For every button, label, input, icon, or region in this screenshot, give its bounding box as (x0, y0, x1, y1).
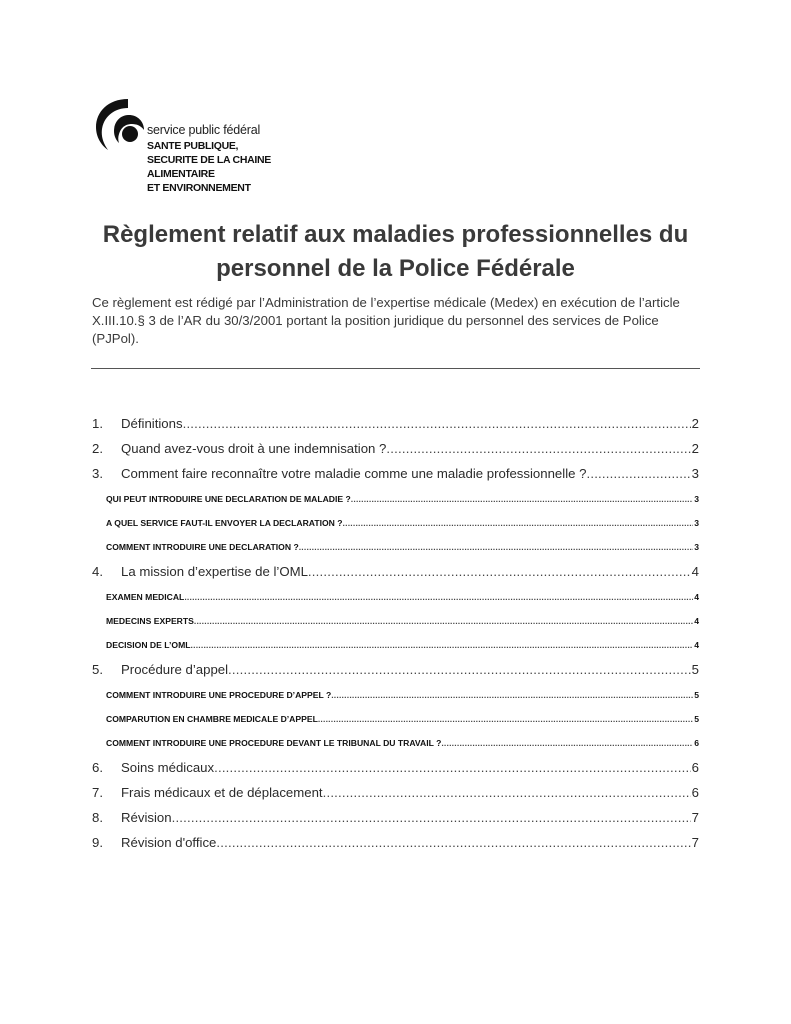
toc-page-number: 2 (691, 441, 699, 456)
toc-page-number: 3 (694, 542, 699, 552)
toc-dot-leader (318, 714, 693, 724)
fps-swirl-logo-icon (92, 94, 152, 154)
logo-line-service: service public fédéral (147, 123, 261, 137)
title-line-2: personnel de la Police Fédérale (216, 255, 575, 282)
toc-subentry[interactable] (92, 640, 699, 654)
toc-dot-leader (323, 785, 691, 800)
horizontal-divider (91, 368, 700, 369)
toc-dot-leader (586, 466, 690, 481)
toc-dot-leader (308, 564, 691, 579)
toc-entry[interactable] (92, 810, 699, 830)
toc-entry-label: Comment faire reconnaître votre maladie comme une maladie professionnelle ? (121, 466, 587, 481)
toc-entry-label: Quand avez-vous droit à une indemnisation ? (121, 441, 387, 456)
toc-entry-number: 5. (92, 662, 103, 677)
toc-page-number: 6 (691, 760, 699, 775)
title-line-1: Règlement relatif aux maladies professionnelles du (102, 221, 689, 248)
toc-entry-label: Révision (121, 810, 172, 825)
document-title (60, 218, 731, 286)
toc-entry-number: 3. (92, 466, 103, 481)
toc-page-number: 4 (694, 592, 699, 602)
toc-dot-leader (351, 494, 693, 504)
toc-dot-leader (386, 441, 690, 456)
toc-entry-label: Définitions (121, 416, 183, 431)
intro-line-3: (PJPol). (92, 331, 139, 346)
toc-dot-leader (441, 738, 693, 748)
toc-entry[interactable] (92, 564, 699, 584)
toc-entry[interactable] (92, 760, 699, 780)
toc-entry-label: DECISION DE L’OML (106, 640, 191, 650)
toc-entry-label: Révision d'office (121, 835, 217, 850)
toc-entry-label: COMMENT INTRODUIRE UNE PROCEDURE D’APPEL ? (106, 690, 332, 700)
toc-dot-leader (343, 518, 694, 528)
logo-line-3: ET ENVIRONNEMENT (147, 182, 251, 194)
toc-entry-label: COMPARUTION EN CHAMBRE MEDICALE D’APPEL (106, 714, 318, 724)
toc-dot-leader (214, 760, 691, 775)
toc-page-number: 4 (694, 616, 699, 626)
fps-logo (92, 94, 332, 194)
toc-dot-leader (172, 810, 691, 825)
toc-page-number: 3 (691, 466, 699, 481)
toc-dot-leader (194, 616, 693, 626)
toc-subentry[interactable] (92, 592, 699, 606)
intro-line-1: Ce règlement est rédigé par l’Administration de l’expertise médicale (Medex) en exécution de l’article (92, 295, 680, 310)
toc-entry-label: Soins médicaux (121, 760, 215, 775)
toc-entry-label: COMMENT INTRODUIRE UNE PROCEDURE DEVANT LE TRIBUNAL DU TRAVAIL ? (106, 738, 442, 748)
toc-entry-number: 6. (92, 760, 103, 775)
logo-text (147, 123, 332, 195)
logo-line-1: SANTE PUBLIQUE, (147, 140, 239, 152)
toc-entry[interactable] (92, 441, 699, 461)
toc-page-number: 2 (691, 416, 699, 431)
toc-entry-label: Frais médicaux et de déplacement (121, 785, 323, 800)
toc-dot-leader (183, 416, 691, 431)
toc-page-number: 4 (691, 564, 699, 579)
intro-paragraph (92, 294, 702, 348)
toc-subentry[interactable] (92, 518, 699, 532)
toc-entry-number: 4. (92, 564, 103, 579)
toc-entry[interactable] (92, 466, 699, 486)
toc-entry-number: 7. (92, 785, 103, 800)
toc-entry[interactable] (92, 662, 699, 682)
toc-entry-number: 2. (92, 441, 103, 456)
toc-entry[interactable] (92, 416, 699, 436)
toc-page-number: 6 (691, 785, 699, 800)
toc-page-number: 3 (694, 494, 699, 504)
toc-entry-number: 8. (92, 810, 103, 825)
toc-entry[interactable] (92, 785, 699, 805)
toc-dot-leader (331, 690, 693, 700)
toc-subentry[interactable] (92, 690, 699, 704)
logo-line-2: SECURITE DE LA CHAINE ALIMENTAIRE (147, 154, 271, 180)
intro-line-2: X.III.10.§ 3 de l’AR du 30/3/2001 portant la position juridique du personnel des services de Police (92, 313, 659, 328)
toc-entry-number: 1. (92, 416, 103, 431)
toc-subentry[interactable] (92, 494, 699, 508)
toc-subentry[interactable] (92, 738, 699, 752)
toc-subentry[interactable] (92, 616, 699, 630)
toc-entry-label: MEDECINS EXPERTS (106, 616, 194, 626)
toc-page-number: 3 (694, 518, 699, 528)
toc-entry-label: EXAMEN MEDICAL (106, 592, 185, 602)
toc-dot-leader (184, 592, 693, 602)
toc-dot-leader (216, 835, 690, 850)
toc-subentry[interactable] (92, 714, 699, 728)
toc-entry[interactable] (92, 835, 699, 855)
toc-entry-label: QUI PEUT INTRODUIRE UNE DECLARATION DE MALADIE ? (106, 494, 351, 504)
toc-page-number: 5 (691, 662, 699, 677)
toc-dot-leader (228, 662, 691, 677)
toc-entry-label: La mission d’expertise de l’OML (121, 564, 308, 579)
toc-entry-label: A QUEL SERVICE FAUT-IL ENVOYER LA DECLARATION ? (106, 518, 343, 528)
toc-page-number: 5 (694, 690, 699, 700)
toc-page-number: 6 (694, 738, 699, 748)
toc-page-number: 4 (694, 640, 699, 650)
toc-page-number: 5 (694, 714, 699, 724)
toc-entry-label: Procédure d’appel (121, 662, 229, 677)
toc-dot-leader (299, 542, 694, 552)
toc-dot-leader (191, 640, 694, 650)
toc-page-number: 7 (691, 810, 699, 825)
toc-entry-number: 9. (92, 835, 103, 850)
toc-entry-label: COMMENT INTRODUIRE UNE DECLARATION ? (106, 542, 299, 552)
toc-subentry[interactable] (92, 542, 699, 556)
toc-page-number: 7 (691, 835, 699, 850)
